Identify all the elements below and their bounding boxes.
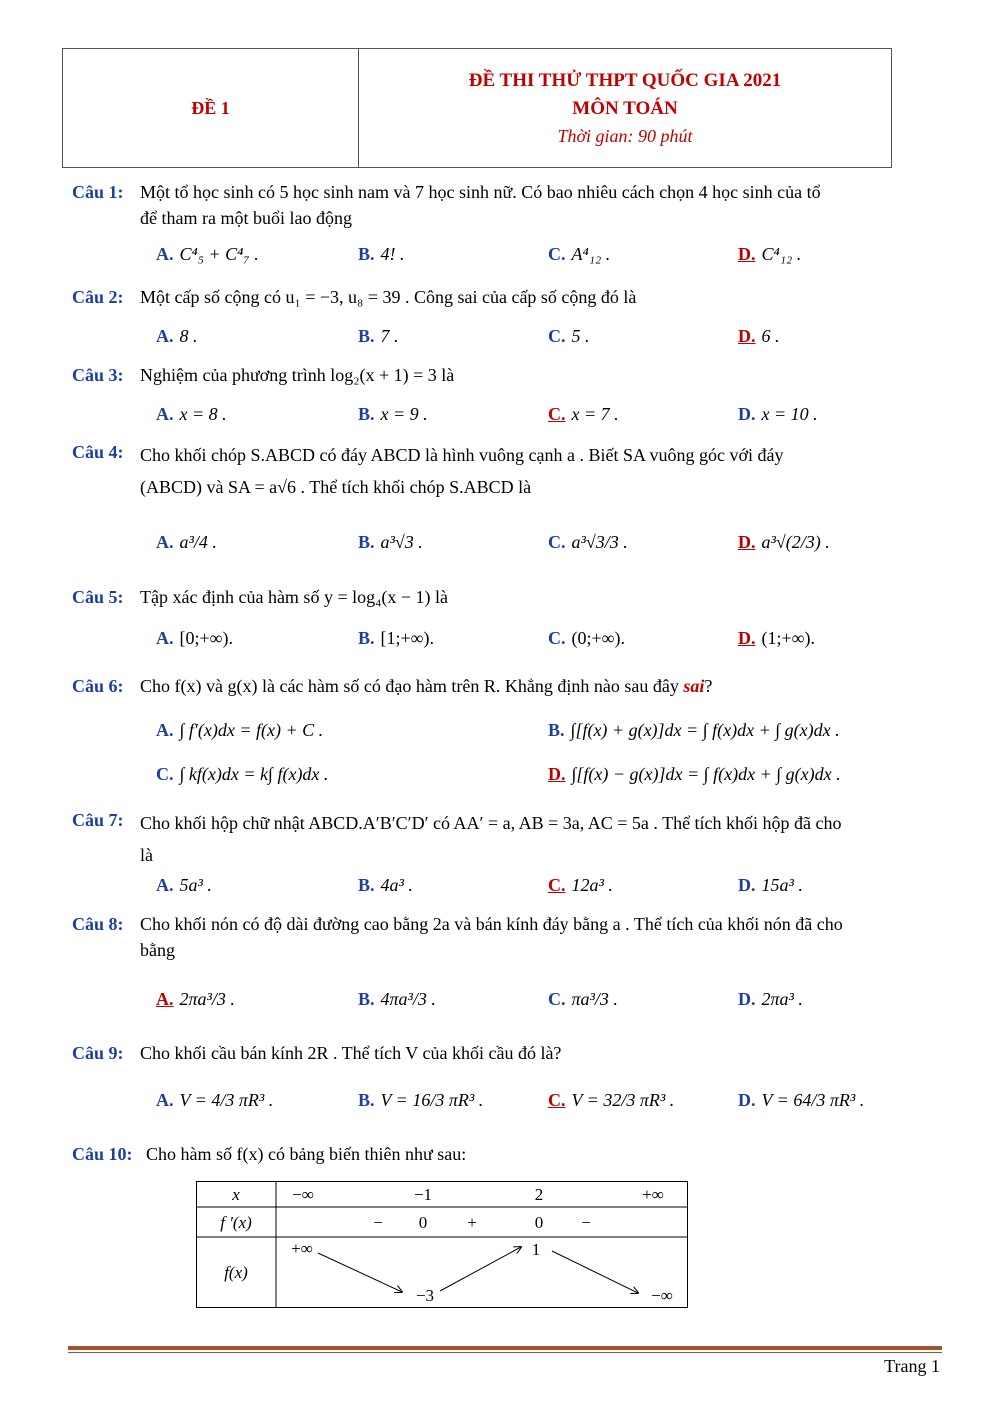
sign: 0 [418,1213,428,1232]
options-4 [156,520,936,564]
options-5 [156,620,936,656]
option-d[interactable]: D. 6 . [738,325,780,346]
question-3: Câu 3: Nghiệm của phương trình log₂(x + 1) = 3 là [72,365,455,385]
question-text: Một tổ học sinh có 5 học sinh nam và 7 học sinh nữ. Có bao nhiêu cách chọn 4 học sinh của tổ để tham ra một buổi lao động [140,182,821,228]
option-d[interactable]: D. x = 10 . [738,403,818,424]
arrow-down [552,1251,638,1293]
sign: + [467,1213,477,1232]
variation-table [196,1181,688,1308]
options-8 [156,977,936,1021]
option-d[interactable]: D. V = 64/3 πR³ . [738,1089,865,1110]
f-val: 1 [531,1240,541,1259]
footer-rule-thin [68,1352,942,1353]
x-val: −1 [413,1185,433,1204]
option-c[interactable]: C. x = 7 . [548,403,619,424]
question-9: Câu 9: Cho khối cầu bán kính 2R . Thể tích V của khối cầu đó là? [72,1043,562,1063]
option-a[interactable]: A. [0;+∞). [156,627,233,648]
option-a[interactable]: A. V = 4/3 πR³ . [156,1089,274,1110]
exam-time: Thời gian: 90 phút [557,125,693,146]
option-c[interactable]: C. πa³/3 . [548,988,618,1009]
option-d[interactable]: D. ∫[f(x) − g(x)]dx = ∫ f(x)dx + ∫ g(x)dx . [548,763,841,784]
row-label-f: f(x) [224,1263,248,1282]
option-b[interactable]: B. V = 16/3 πR³ . [358,1089,484,1110]
exam-title: ĐỀ THI THỬ THPT QUỐC GIA 2021 [468,69,782,91]
f-val: −∞ [651,1286,673,1305]
option-a[interactable]: A. 2πa³/3 . [156,988,235,1009]
question-4: Câu 4: Cho khối chóp S.ABCD có đáy ABCD là hình vuông cạnh a . Biết SA vuông góc với đáy (ABCD) và SA = a√6 . Thể tích khối chóp S.ABCD là [72,442,784,497]
question-1 [72,179,940,231]
sign: − [581,1213,591,1232]
option-d[interactable]: D. (1;+∞). [738,627,815,648]
options-9 [156,1078,936,1122]
option-b[interactable]: B. [1;+∞). [358,627,434,648]
f-val: −3 [415,1286,435,1305]
arrow-up [440,1247,521,1291]
row-label-x: x [232,1185,240,1204]
options-2 [156,318,936,354]
option-a[interactable]: A. C⁴₅ + C⁴₇ . [156,243,259,264]
page-number: Trang 1 [884,1356,940,1376]
option-a[interactable]: A. x = 8 . [156,403,227,424]
options-6b [156,756,936,792]
question-label: Câu 1: [72,182,124,202]
question-7: Câu 7: Cho khối hộp chữ nhật ABCD.A′B′C′D′ có AA′ = a, AB = 3a, AC = 5a . Thể tích khối hộp đã cho là [72,810,842,865]
x-val: +∞ [642,1185,664,1204]
exam-code: ĐỀ 1 [191,97,230,118]
question-6: Câu 6: Cho f(x) và g(x) là các hàm số có đạo hàm trên R. Khẳng định nào sau đây sai? [72,676,713,696]
exam-info-cell [359,49,891,167]
option-b[interactable]: B. 4! . [358,243,405,264]
option-d[interactable]: D. C⁴₁₂ . [738,243,802,264]
options-1 [156,236,936,272]
option-c[interactable]: C. 12a³ . [548,874,613,895]
option-c[interactable]: C. A⁴₁₂ . [548,243,611,264]
option-c[interactable]: C. 5 . [548,325,590,346]
option-d[interactable]: D. 15a³ . [738,874,803,895]
exam-header [62,48,892,168]
f-val: +∞ [291,1239,313,1258]
x-val: 2 [534,1185,544,1204]
question-8: Câu 8: Cho khối nón có độ dài đường cao bằng 2a và bán kính đáy bằng a . Thể tích của khối nón đã cho bằng [72,914,843,960]
option-b[interactable]: B. 4a³ . [358,874,413,895]
question-10: Câu 10: Cho hàm số f(x) có bảng biến thiên như sau: [72,1144,467,1164]
exam-subject: MÔN TOÁN [572,97,678,119]
option-b[interactable]: B. a³√3 . [358,531,423,552]
sign: − [373,1213,383,1232]
option-a[interactable]: A. 8 . [156,325,198,346]
option-c[interactable]: C. a³√3/3 . [548,531,628,552]
option-a[interactable]: A. a³/4 . [156,531,217,552]
question-2: Câu 2: Một cấp số cộng có u₁ = −3, u₈ = 39 . Công sai của cấp số cộng đó là [72,287,637,307]
question-5: Câu 5: Tập xác định của hàm số y = log₄(x − 1) là [72,587,448,607]
arrow-down [318,1253,402,1292]
option-d[interactable]: D. 2πa³ . [738,988,803,1009]
x-val: −∞ [292,1185,314,1204]
option-c[interactable]: C. ∫ kf(x)dx = k∫ f(x)dx . [156,763,329,784]
options-6a [156,712,936,748]
sign: 0 [534,1213,544,1232]
options-3 [156,396,936,432]
option-a[interactable]: A. ∫ f′(x)dx = f(x) + C . [156,719,324,740]
options-7 [156,867,936,903]
option-a[interactable]: A. 5a³ . [156,874,212,895]
option-b[interactable]: B. 7 . [358,325,399,346]
exam-code-cell [63,49,359,167]
option-b[interactable]: B. ∫[f(x) + g(x)]dx = ∫ f(x)dx + ∫ g(x)dx . [548,719,840,740]
option-b[interactable]: B. x = 9 . [358,403,428,424]
row-label-fprime: f ′(x) [220,1213,252,1232]
option-c[interactable]: C. V = 32/3 πR³ . [548,1089,675,1110]
option-d[interactable]: D. a³√(2/3) . [738,531,830,552]
option-c[interactable]: C. (0;+∞). [548,627,625,648]
footer-rule [68,1346,942,1350]
option-b[interactable]: B. 4πa³/3 . [358,988,436,1009]
